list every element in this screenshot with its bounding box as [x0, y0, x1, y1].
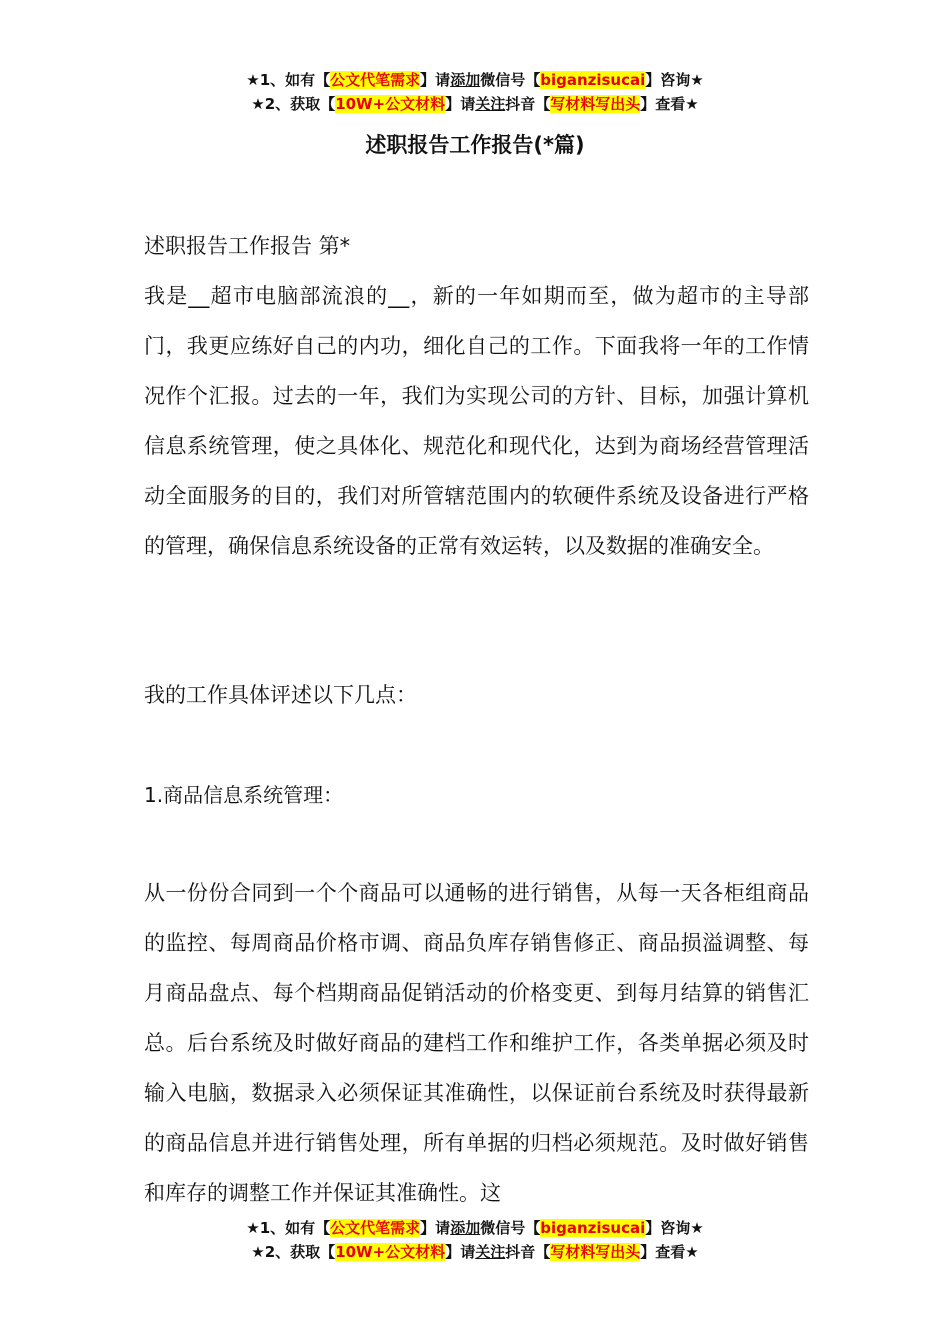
- paragraph-2: 我的工作具体评述以下几点：: [144, 683, 417, 707]
- highlight-text: 10W+公文材料: [335, 95, 446, 113]
- banner-line-2: ★2、获取【10W+公文材料】请关注抖音【写材料写出头】查看★: [251, 1243, 699, 1261]
- document-title: 述职报告工作报告(*篇): [365, 133, 585, 157]
- intro-section: [144, 221, 809, 571]
- header-banner: [0, 68, 950, 116]
- wechat-id: biganzisucai: [540, 71, 646, 89]
- underlined-text: 关注: [475, 1243, 506, 1261]
- banner-line-1: ★1、如有【公文代笔需求】请添加微信号【biganzisucai】咨询★: [246, 71, 704, 89]
- banner-line-1: ★1、如有【公文代笔需求】请添加微信号【biganzisucai】咨询★: [246, 1219, 704, 1237]
- footer-banner: [0, 1216, 950, 1264]
- wechat-id: biganzisucai: [540, 1219, 646, 1237]
- highlight-text: 公文代笔需求: [330, 71, 421, 89]
- douyin-id: 写材料写出头: [550, 95, 641, 113]
- highlight-text: 10W+公文材料: [335, 1243, 446, 1261]
- paragraph-4: 从一份份合同到一个个商品可以通畅的进行销售，从每一天各柜组商品的监控、每周商品价格市调、商品负库存销售修正、商品损溢调整、每月商品盘点、每个档期商品促销活动的价格变更、到每月结算的销售汇总。后台系统及时做好商品的建档工作和维护工作，各类单据必须及时输入电脑，数据录入必须保证其准确性，以保证前台系统及时获得最新的商品信息并进行销售处理，所有单据的归档必须规范。及时做好销售和库存的调整工作并保证其准确性。这: [144, 881, 809, 1205]
- section-heading: 1.商品信息系统管理：: [144, 783, 344, 807]
- section-subtitle: 述职报告工作报告 第*: [144, 234, 351, 258]
- underlined-text: 关注: [475, 95, 506, 113]
- underlined-text: 添加: [450, 1219, 481, 1237]
- douyin-id: 写材料写出头: [550, 1243, 641, 1261]
- paragraph-1: 我是__超市电脑部流浪的__，新的一年如期而至，做为超市的主导部门，我更应练好自己的内功，细化自己的工作。下面我将一年的工作情况作个汇报。过去的一年，我们为实现公司的方针、目标，加强计算机信息系统管理，使之具体化、规范化和现代化，达到为商场经营管理活动全面服务的目的，我们对所管辖范围内的软硬件系统及设备进行严格的管理，确保信息系统设备的正常有效运转，以及数据的准确安全。: [144, 284, 809, 558]
- banner-line-2: ★2、获取【10W+公文材料】请关注抖音【写材料写出头】查看★: [251, 95, 699, 113]
- underlined-text: 添加: [450, 71, 481, 89]
- highlight-text: 公文代笔需求: [330, 1219, 421, 1237]
